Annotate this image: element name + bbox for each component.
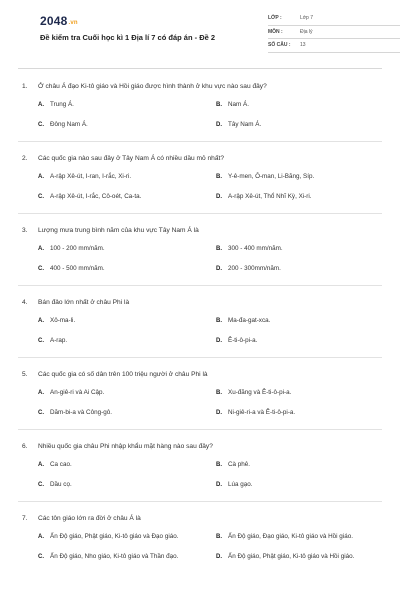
meta-row-subject (268, 26, 400, 40)
question-number: 7. (22, 515, 28, 522)
option-letter: D. (216, 193, 222, 200)
option-letter: A. (38, 462, 44, 468)
option-text: An-giê-ri và Ai Cập. (50, 389, 105, 396)
option-d[interactable] (216, 265, 378, 274)
option-b[interactable] (216, 245, 378, 254)
option-letter: C. (38, 481, 44, 488)
option-d[interactable] (216, 481, 378, 490)
question-divider (18, 357, 382, 358)
option-text: Ấn Độ giáo, Phật giáo, Ki-tô giáo và Đạo giáo. (50, 533, 179, 540)
option-d[interactable] (216, 121, 378, 130)
question-3 (22, 226, 378, 273)
option-c[interactable] (38, 553, 200, 562)
option-letter: A. (38, 246, 44, 252)
option-d[interactable] (216, 337, 378, 346)
option-letter: B. (216, 318, 222, 324)
page-header (18, 0, 382, 62)
question-text: Ở châu Á đạo Ki-tô giáo và Hồi giáo được hình thành ở khu vực nào sau đây? (38, 83, 267, 90)
meta-value: Địa lý (300, 28, 313, 35)
option-letter: D. (216, 553, 222, 560)
option-letter: C. (38, 553, 44, 560)
site-logo[interactable] (40, 14, 78, 28)
option-letter: B. (216, 462, 222, 468)
question-2 (22, 154, 378, 201)
option-text: Nam Á. (228, 101, 249, 108)
meta-value: Lớp 7 (300, 15, 314, 22)
option-b[interactable] (216, 533, 378, 542)
option-text: Đông Nam Á. (50, 120, 88, 128)
question-text: Bán đảo lớn nhất ở châu Phi là (38, 299, 130, 306)
option-text: Ấn Độ giáo, Đạo giáo, Ki-tô giáo và Hồi giáo. (228, 533, 353, 540)
question-6 (22, 442, 378, 489)
option-letter: A. (38, 318, 44, 324)
question-number: 6. (22, 443, 28, 450)
question-list (22, 82, 378, 561)
question-divider (18, 213, 382, 214)
meta-label: LỚP : (268, 15, 282, 22)
option-letter: B. (216, 246, 222, 252)
question-number: 1. (22, 83, 28, 90)
option-text: Xô-ma-li. (50, 317, 76, 324)
logo-suffix: .vn (68, 20, 78, 26)
option-b[interactable] (216, 389, 378, 398)
option-letter: B. (216, 174, 222, 180)
option-letter: C. (38, 193, 44, 200)
meta-value: 13 (300, 42, 306, 49)
option-b[interactable] (216, 173, 378, 182)
option-b[interactable] (216, 461, 378, 470)
option-text: Dăm-bi-a và Công-gô. (50, 408, 112, 416)
option-text: Trung Á. (50, 101, 74, 108)
option-d[interactable] (216, 409, 378, 418)
question-number: 4. (22, 299, 28, 306)
option-text: A-rập Xê-út, Thổ Nhĩ Kỳ, Xi-ri. (228, 192, 312, 200)
option-text: Ê-ti-ô-pi-a. (228, 336, 258, 344)
option-text: Ca cao. (50, 461, 72, 468)
question-divider (18, 501, 382, 502)
option-a[interactable] (38, 101, 200, 110)
option-b[interactable] (216, 101, 378, 110)
question-divider (18, 141, 382, 142)
option-a[interactable] (38, 317, 200, 326)
option-letter: C. (38, 409, 44, 416)
option-text: A-rap. (50, 336, 68, 344)
question-text: Lượng mưa trung bình năm của khu vực Tây Nam Á là (38, 227, 199, 234)
option-letter: C. (38, 337, 44, 344)
option-text: Ấn Độ giáo, Nho giáo, Ki-tô giáo và Thần đạo. (50, 552, 179, 560)
option-letter: A. (38, 174, 44, 180)
option-c[interactable] (38, 409, 200, 418)
meta-row-class (268, 12, 400, 26)
question-divider (18, 429, 382, 430)
option-letter: D. (216, 337, 222, 344)
option-text: Xu-đăng và Ê-ti-ô-pi-a. (228, 389, 292, 396)
question-text: Các quốc gia có số dân trên 100 triệu người ở châu Phi là (38, 371, 208, 378)
option-text: Ni-giê-ri-a và Ê-ti-ô-pi-a. (228, 408, 296, 416)
option-letter: D. (216, 265, 222, 272)
question-text: Các quốc gia nào sau đây ở Tây Nam Á có nhiều dầu mỏ nhất? (38, 155, 225, 162)
option-c[interactable] (38, 121, 200, 130)
option-text: Tây Nam Á. (228, 120, 262, 128)
option-letter: D. (216, 409, 222, 416)
option-c[interactable] (38, 193, 200, 202)
option-letter: D. (216, 481, 222, 488)
option-d[interactable] (216, 193, 378, 202)
option-d[interactable] (216, 553, 378, 562)
option-text: 400 - 500 mm/năm. (50, 264, 105, 272)
option-a[interactable] (38, 533, 200, 542)
option-c[interactable] (38, 265, 200, 274)
option-c[interactable] (38, 337, 200, 346)
meta-label: MÔN : (268, 28, 283, 35)
option-text: Ấn Độ giáo, Phật giáo, Ki-tô giáo và Hồi giáo. (228, 552, 355, 560)
exam-meta (268, 12, 400, 53)
option-letter: D. (216, 121, 222, 128)
option-letter: B. (216, 534, 222, 540)
option-text: A-rập Xê-út, I-rắc, Cô-oét, Ca-ta. (50, 192, 142, 200)
option-text: A-rập Xê-út, I-ran, I-rắc, Xi-ri. (50, 173, 132, 180)
question-4 (22, 298, 378, 345)
question-number: 3. (22, 227, 28, 234)
question-number: 5. (22, 371, 28, 378)
option-a[interactable] (38, 389, 200, 398)
option-letter: A. (38, 102, 44, 108)
option-letter: B. (216, 390, 222, 396)
exam-title: Đề kiểm tra Cuối học kì 1 Địa lí 7 có đáp án - Đề 2 (40, 33, 216, 42)
logo-text: 2048 (40, 14, 68, 28)
option-a[interactable] (38, 173, 200, 182)
question-1 (22, 82, 378, 129)
option-letter: C. (38, 121, 44, 128)
option-text: Lúa gạo. (228, 480, 253, 488)
question-divider (18, 285, 382, 286)
question-text: Nhiều quốc gia châu Phi nhập khẩu mặt hàng nào sau đây? (38, 443, 213, 450)
option-text: 100 - 200 mm/năm. (50, 245, 105, 252)
meta-label: SỐ CÂU : (268, 42, 291, 49)
header-divider (18, 68, 382, 69)
option-letter: A. (38, 390, 44, 396)
option-a[interactable] (38, 461, 200, 470)
meta-row-count (268, 39, 400, 53)
option-letter: C. (38, 265, 44, 272)
option-letter: B. (216, 102, 222, 108)
option-text: Ma-đa-gat-xca. (228, 317, 271, 324)
question-5 (22, 370, 378, 417)
question-7 (22, 514, 378, 561)
question-text: Các tôn giáo lớn ra đời ở châu Á là (38, 515, 141, 522)
option-c[interactable] (38, 481, 200, 490)
option-text: Y-ê-men, Ô-man, Li-Băng, Síp. (228, 173, 315, 180)
option-text: Dầu cọ. (50, 480, 72, 488)
option-a[interactable] (38, 245, 200, 254)
option-b[interactable] (216, 317, 378, 326)
option-letter: A. (38, 534, 44, 540)
question-number: 2. (22, 155, 28, 162)
option-text: 300 - 400 mm/năm. (228, 245, 283, 252)
option-text: 200 - 300mm/năm. (228, 264, 281, 272)
option-text: Cà phê. (228, 461, 251, 468)
